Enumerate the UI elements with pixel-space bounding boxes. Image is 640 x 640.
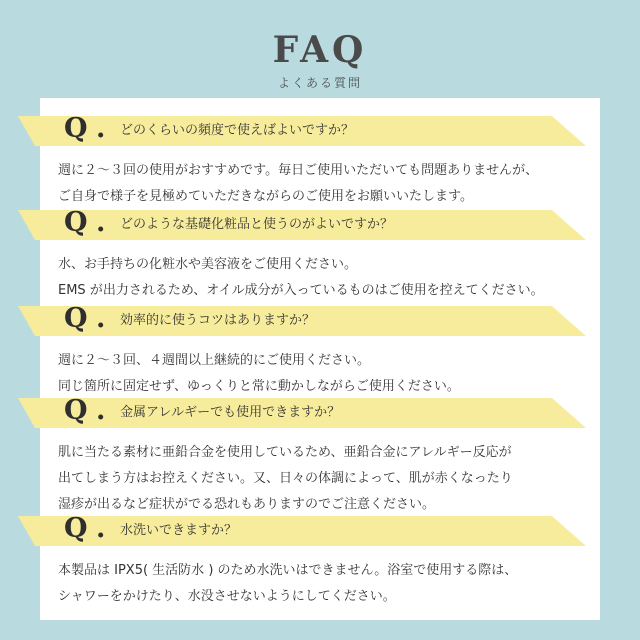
page-subtitle: よくある質問 [277,76,362,90]
question-text: どのような基礎化粧品と使うのがよいですか？ [120,217,394,232]
answer [58,348,603,400]
answer-line: 水、お手持ちの化粧水や美容液をご使用ください。 [58,257,358,272]
page-title: FAQ [272,29,368,71]
answer-line: EMS が出力されるため、オイル成分が入っているものはご使用を控えてください。 [58,283,544,298]
answer-line: 本製品は IPX5( 生活防水 ) のため水洗いはできません。浴室で使用する際は、 [58,563,518,578]
answer-line: 湿疹が出るなど症状がでる恐れもありますのでご注意ください。 [58,497,436,512]
answer [58,558,603,610]
question-text: 水洗いできますか？ [120,523,238,538]
question-mark-letter: Q [64,207,88,238]
question-mark-letter: Q [64,513,88,544]
question-mark-dot: . [96,207,106,238]
answer [58,158,603,210]
answer-line: 出てしまう方はお控えください。又、日々の体調によって、肌が赤くなったり [58,471,513,486]
question-mark-dot: . [96,395,106,426]
question-mark-letter: Q [64,303,88,334]
answer-line: 同じ箇所に固定せず、ゆっくりと常に動かしながらご使用ください。 [58,379,460,394]
answer-line: 週に２〜３回、４週間以上継続的にご使用ください。 [58,353,371,368]
question-mark-letter: Q [64,395,88,426]
question-text: 金属アレルギーでも使用できますか？ [120,405,341,420]
answer-line: シャワーをかけたり、水没させないようにしてください。 [58,589,396,604]
answer-line: ご自身で様子を見極めていただきながらのご使用をお願いいたします。 [58,189,473,204]
question-mark-dot: . [96,513,106,544]
page-header [0,0,640,98]
answer [58,440,603,518]
answer-line: 肌に当たる素材に亜鉛合金を使用しているため、亜鉛合金にアレルギー反応が [58,445,512,460]
question-text: どのくらいの頻度で使えばよいですか？ [120,123,355,138]
question-mark-dot: . [96,113,106,144]
answer-line: 週に２〜３回の使用がおすすめです。毎日ご使用いただいても問題ありませんが、 [58,163,539,178]
question-mark-dot: . [96,303,106,334]
answer [58,252,603,304]
question-text: 効率的に使うコツはありますか？ [120,313,316,328]
question-mark-letter: Q [64,113,88,144]
